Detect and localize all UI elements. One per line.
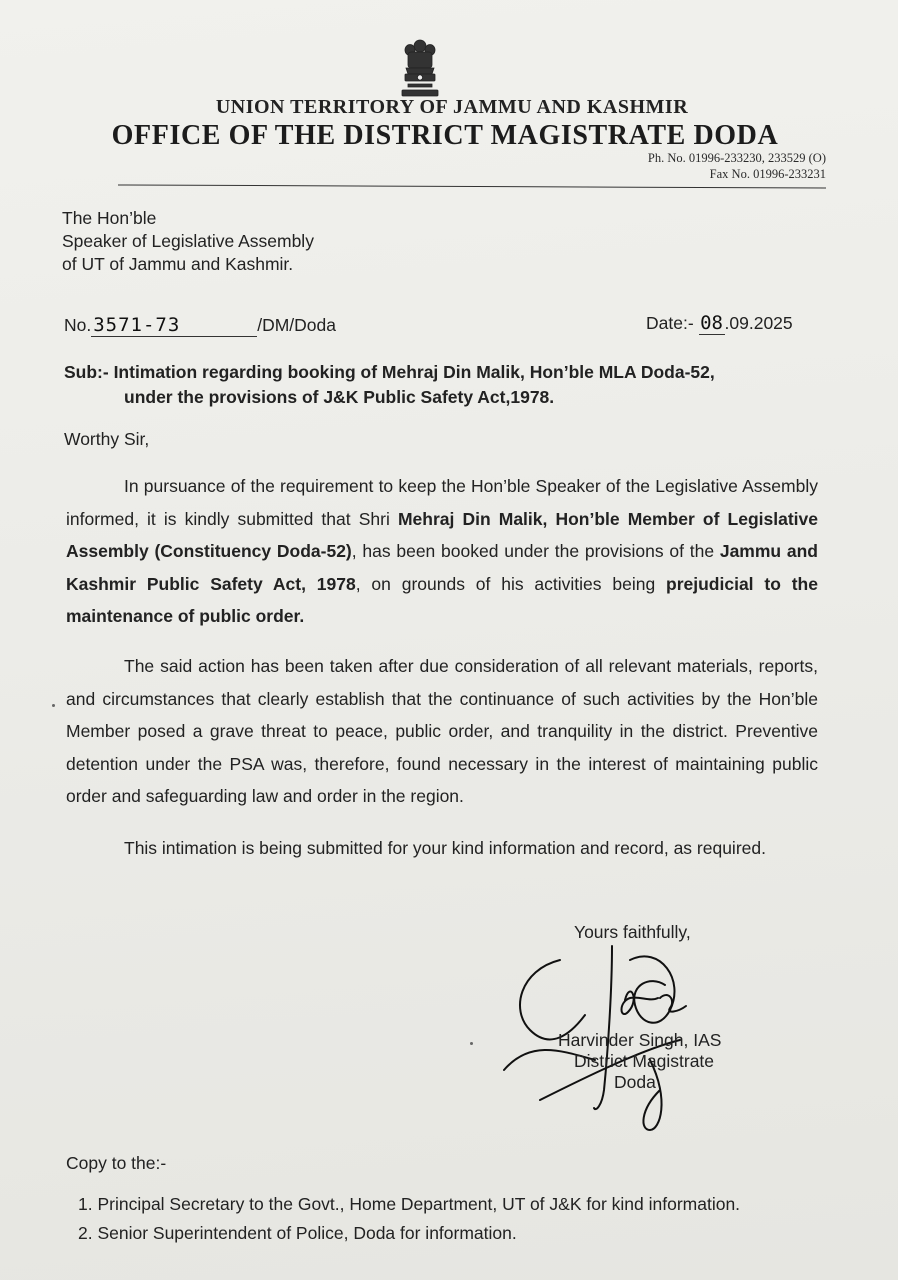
signatory-place: Doda [614,1072,656,1092]
subject-line [64,360,834,410]
reference-suffix: /DM/Doda [257,315,337,335]
copy-item-2: 2. Senior Superintendent of Police, Doda for information. [78,1223,517,1243]
para1-text-3: , on grounds of his activities being [355,573,667,594]
header-rule [118,184,826,188]
para1-grounds: prejudicial to the maintenance of public order. [66,573,818,627]
paper-speck [52,704,55,707]
reference-handwritten-number: 3571-73 [91,314,257,337]
date-label: Date:- [646,313,694,333]
addressee-line-3: of UT of Jammu and Kashmir. [62,254,294,274]
header-ut-title: UNION TERRITORY OF JAMMU AND KASHMIR [215,96,689,118]
paragraph-3 [66,832,818,865]
para1-member-name: Mehraj Din Malik, Hon’ble Member of Legislative Assembly (Constituency Doda-52) [66,508,819,562]
national-emblem-icon [396,38,444,104]
paper-speck [470,1042,473,1045]
para1-text-2: , has been booked under the provisions of the [351,541,720,562]
copy-to-list [78,1190,740,1248]
fax-number: Fax No. 01996-233231 [709,167,826,181]
salutation: Worthy Sir, [64,429,150,449]
subject-line-1: Sub:- Intimation regarding booking of Mehraj Din Malik, Hon’ble MLA Doda-52, [64,362,715,382]
addressee-block [62,207,314,276]
signatory-details [558,1030,721,1093]
copy-item-1: 1. Principal Secretary to the Govt., Home Department, UT of J&K for kind information. [78,1194,741,1214]
letter-date [646,312,793,335]
header-contact [648,150,826,182]
addressee-line-2: Speaker of Legislative Assembly [62,231,314,251]
signatory-designation: District Magistrate [574,1051,715,1071]
reference-number [64,314,336,337]
reference-prefix: No. [64,315,92,335]
copy-to-heading: Copy to the:- [66,1153,167,1173]
closing-yours-faithfully: Yours faithfully, [574,922,691,942]
paragraph-1 [66,470,818,633]
addressee-line-1: The Hon’ble [62,208,157,228]
paragraph-2 [66,650,818,813]
subject-line-2: under the provisions of J&K Public Safety Act,1978. [124,387,555,407]
para1-text-1: In pursuance of the requirement to keep the Hon’ble Speaker of the Legislative Assembly informed, it is kindly submitted that Shri [66,476,818,529]
para2-text: The said action has been taken after due consideration of all relevant materials, reports, and circumstances that clearly establish that the continuance of such activities by the Hon’ble Member posed a grave threat to peace, public order, and tranquility in the district. Preventive detention under the PSA was, therefore, found necessary in the interest of maintaining public order and safeguarding law and order in the region. [66,656,818,807]
signatory-name: Harvinder Singh, IAS [558,1030,722,1050]
para3-text: This intimation is being submitted for your kind information and record, as required. [124,838,766,858]
phone-number: Ph. No. 01996-233230, 233529 (O) [647,151,826,165]
date-rest: .09.2025 [724,313,793,333]
header-office-title: OFFICE OF THE DISTRICT MAGISTRATE DODA [111,120,779,151]
date-handwritten-day: 08 [700,312,723,334]
signature-block [500,920,800,1120]
para1-act-name: Jammu and Kashmir Public Safety Act, 1978 [66,541,818,594]
